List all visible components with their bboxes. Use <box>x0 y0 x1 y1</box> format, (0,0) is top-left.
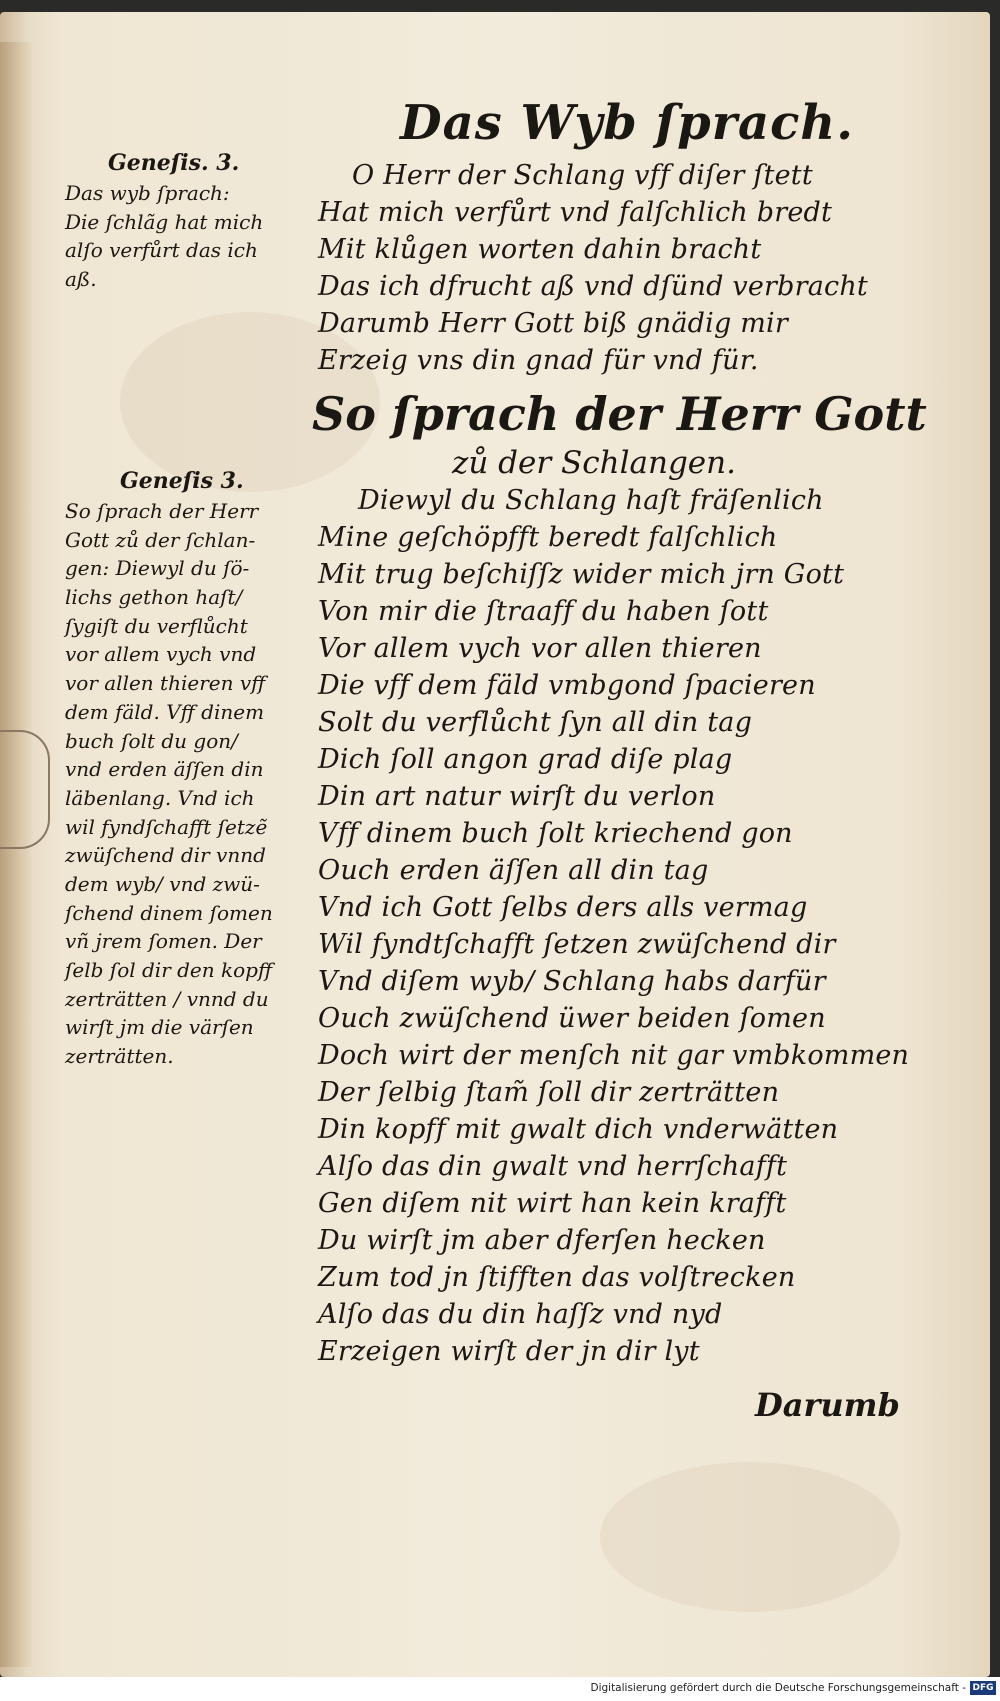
margin-note-line: ſelb ſol dir den kopff <box>65 958 273 982</box>
verse-line: Das ich dfrucht aß vnd dſünd verbracht <box>318 271 868 302</box>
verse-line: Din kopff mit gwalt dich vnderwätten <box>318 1114 839 1145</box>
verse-line: Dich ſoll angon grad diſe plag <box>318 744 733 775</box>
margin-note-line: Gott zů der ſchlan- <box>65 527 256 552</box>
verse-line: Mine geſchöpfft beredt falſchlich <box>318 522 778 553</box>
margin-note-line: wil fyndſchafft ſetzẽ <box>65 814 268 839</box>
page-gutter <box>0 42 34 1667</box>
verse-line: Vnd ich Gott ſelbs ders alls vermag <box>318 892 808 923</box>
margin-note-line: zerträtten / vnnd du <box>65 986 269 1011</box>
page-clip <box>0 730 50 849</box>
margin-note-line: Das wyb ſprach: <box>65 181 230 205</box>
catchword: Darumb <box>755 1386 900 1424</box>
margin-note-line: zwüſchend dir vnnd <box>65 843 266 868</box>
verse-line: Zum tod jn ſtifften das volſtrecken <box>318 1262 796 1293</box>
section-heading-lord-spoke: So ſprach der Herr Gott <box>312 387 927 441</box>
verse-line: Darumb Herr Gott biß gnädig mir <box>318 308 788 339</box>
section-subheading: zů der Schlangen. <box>452 445 736 481</box>
verse-line: Von mir die ſtraaff du haben ſott <box>318 596 769 627</box>
margin-note-line: buch ſolt du gon/ <box>65 728 238 753</box>
verse-line: Ouch zwüſchend üwer beiden ſomen <box>318 1003 826 1034</box>
digitization-credit: Digitalisierung gefördert durch die Deutsche Forschungsgemeinschaft - <box>590 1682 966 1694</box>
verse-line: Solt du verflůcht ſyn all din tag <box>318 707 753 738</box>
margin-reference-1: Geneſis. 3. <box>108 150 240 176</box>
margin-note-1 <box>65 179 263 294</box>
dfg-logo: DFG <box>970 1681 996 1695</box>
verse-line: Gen diſem nit wirt han kein krafft <box>318 1188 787 1219</box>
margin-note-line: gen: Diewyl du ſö- <box>65 556 250 581</box>
verse-block-1 <box>318 157 868 379</box>
verse-block-2 <box>318 482 909 1370</box>
verse-line: Mit trug beſchiſſz wider mich jrn Gott <box>318 559 845 590</box>
margin-note-line: wirſt jm die värſen <box>65 1015 254 1040</box>
verse-line: Doch wirt der menſch nit gar vmbkommen <box>318 1040 910 1071</box>
verse-line: Hat mich verfůrt vnd falſchlich bredt <box>318 197 833 228</box>
margin-note-line: läbenlang. Vnd ich <box>65 785 255 810</box>
verse-line: Vnd diſem wyb/ Schlang habs darfür <box>318 966 826 997</box>
margin-note-2 <box>65 497 273 1071</box>
margin-note-line: zerträtten. <box>65 1044 174 1069</box>
margin-reference-2: Geneſis 3. <box>120 468 244 494</box>
margin-note-line: alſo verfůrt das ich <box>65 238 258 263</box>
verse-line: Die vff dem fäld vmbgond ſpacieren <box>318 670 816 701</box>
verse-line: Vff dinem buch ſolt kriechend gon <box>318 818 793 849</box>
verse-line: Din art natur wirſt du verlon <box>318 781 716 812</box>
verse-line: Alſo das din gwalt vnd herrſchafft <box>318 1151 788 1182</box>
margin-note-line: vnd erden äſſen din <box>65 757 264 782</box>
margin-note-line: vor allem vych vnd <box>65 642 257 667</box>
verse-line: Diewyl du Schlang haſt fräſenlich <box>358 485 824 516</box>
margin-note-line: vñ jrem ſomen. Der <box>65 929 262 954</box>
margin-note-line: ſygiſt du verflůcht <box>65 613 248 638</box>
margin-note-line: dem wyb/ vnd zwü- <box>65 871 260 896</box>
verse-line: O Herr der Schlang vff diſer ſtett <box>352 160 813 191</box>
margin-note-line: ſchend dinem ſomen <box>65 900 273 925</box>
margin-note-line: So ſprach der Herr <box>65 499 259 523</box>
verse-line: Mit klůgen worten dahin bracht <box>318 234 762 265</box>
verse-line: Vor allem vych vor allen thieren <box>318 633 762 664</box>
paper-stain <box>600 1462 900 1612</box>
verse-line: Ouch erden äſſen all din tag <box>318 855 709 886</box>
verse-line: Der ſelbig ſtam̃ ſoll dir zerträtten <box>318 1077 780 1108</box>
margin-note-line: aß. <box>65 267 97 292</box>
margin-note-line: lichs gethon haſt/ <box>65 585 243 610</box>
verse-line: Du wirſt jm aber dferſen hecken <box>318 1225 766 1256</box>
section-heading-woman-spoke: Das Wyb ſprach. <box>400 95 854 151</box>
margin-note-line: vor allen thieren vff <box>65 671 266 696</box>
margin-note-line: Die ſchlãg hat mich <box>65 209 264 234</box>
verse-line: Erzeig vns din gnad für vnd für. <box>318 345 759 376</box>
verse-line: Alſo das du din haſſz vnd nyd <box>318 1299 723 1330</box>
verse-line: Wil fyndtſchafft ſetzen zwüſchend dir <box>318 929 836 960</box>
margin-note-line: dem fäld. Vff dinem <box>65 699 265 724</box>
verse-line: Erzeigen wirſt der jn dir lyt <box>318 1336 700 1367</box>
